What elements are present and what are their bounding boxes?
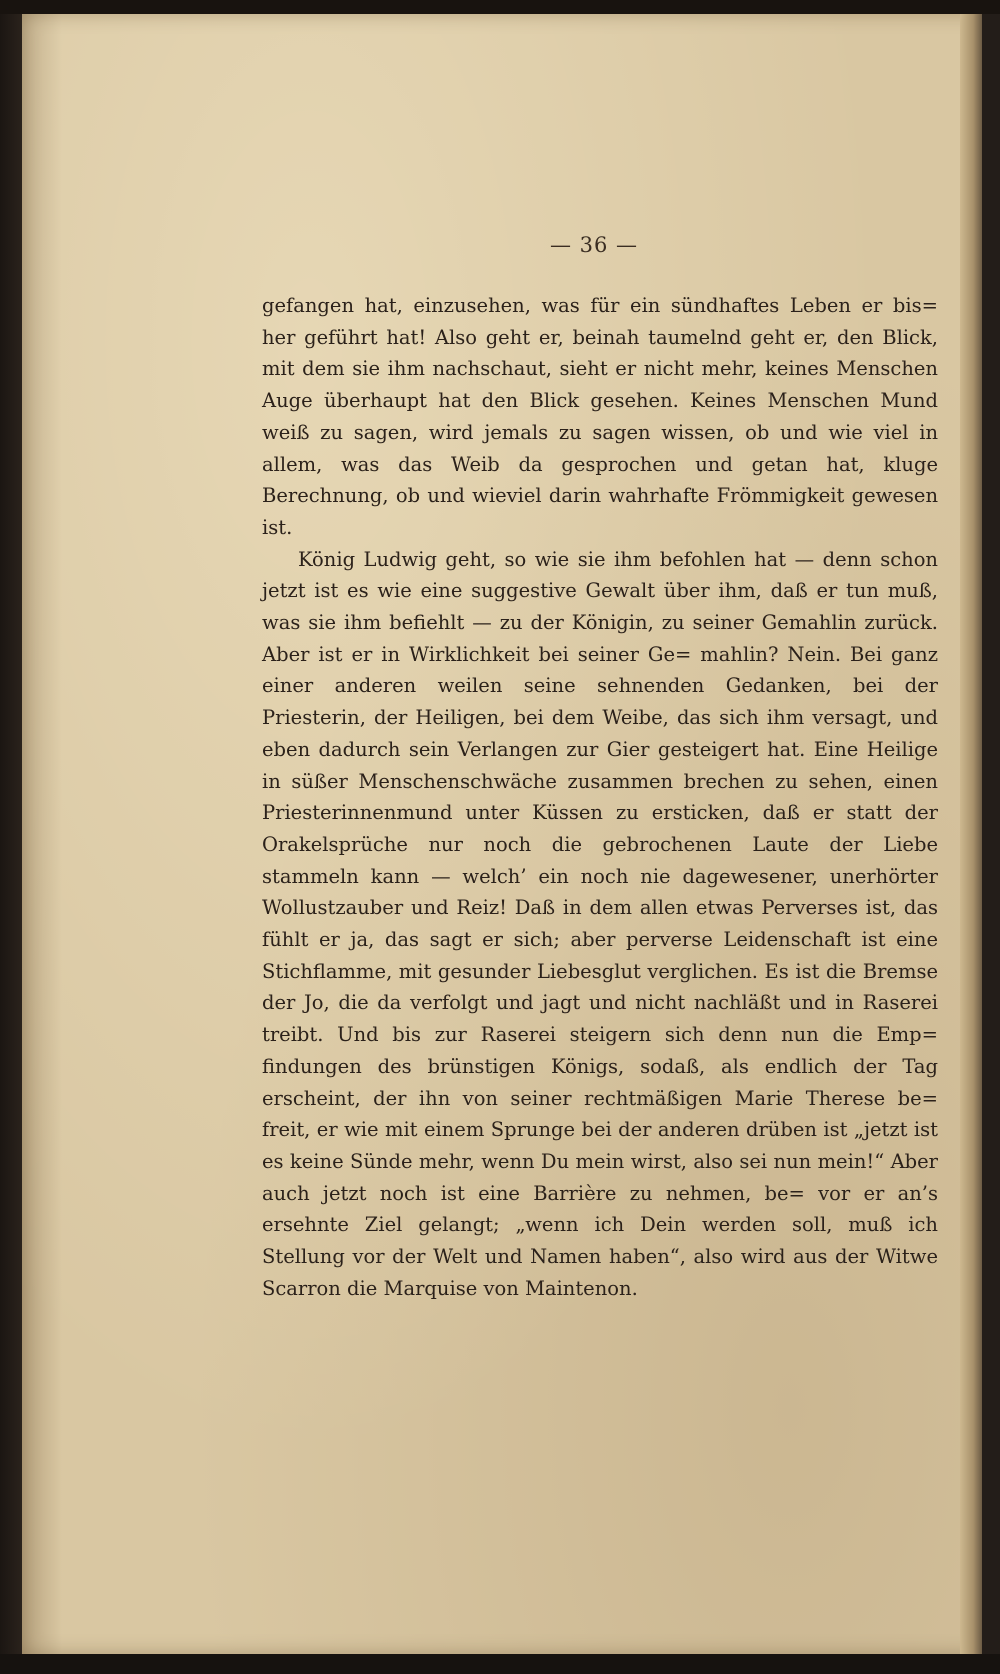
body-text: [262, 290, 938, 1305]
paragraph-1: gefangen hat, einzusehen, was für ein sündhaftes Leben er bis= her geführt hat! Also geht er, beinah taumelnd geht er, den Blick, mit dem sie ihm nachschaut, sieht er nicht mehr, keines Menschen Auge überhaupt hat den Blick gesehen. Keines Menschen Mund weiß zu sagen, wird jemals zu sagen wissen, ob und wie viel in allem, was das Weib da gesprochen und getan hat, kluge Berechnung, ob und wieviel darin wahrhafte Frömmigkeit gewesen ist.: [262, 294, 938, 539]
page-stack-edge: [960, 14, 982, 1654]
scan-bottom-edge: [0, 1654, 1000, 1674]
scan-top-edge: [0, 0, 1000, 14]
page-number: — 36 —: [549, 233, 639, 257]
paragraph-2: König Ludwig geht, so wie sie ihm befohlen hat — denn schon jetzt ist es wie eine suggestive Gewalt über ihm, daß er tun muß, was sie ihm befiehlt — zu der Königin, zu seiner Gemahlin zurück. Aber ist er in Wirklichkeit bei seiner Ge= mahlin? Nein. Bei ganz einer anderen weilen seine sehnenden Gedanken, bei der Priesterin, der Heiligen, bei dem Weibe, das sich ihm versagt, und eben dadurch sein Verlangen zur Gier gesteigert hat. Eine Heilige in süßer Menschenschwäche zusammen brechen zu sehen, einen Priesterinnenmund unter Küssen zu ersticken, daß er statt der Orakelsprüche nur noch die gebrochenen Laute der Liebe stammeln kann — welch’ ein noch nie dagewesener, unerhörter Wollustzauber und Reiz! Daß in dem allen etwas Perverses ist, das fühlt er ja, das sagt er sich; aber perverse Leidenschaft ist eine Stichflamme, mit gesunder Liebesglut verglichen. Es ist die Bremse der Jo, die da verfolgt und jagt und nicht nachläßt und in Raserei treibt. Und bis zur Raserei steigern sich denn nun die Emp= findungen des brünstigen Königs, sodaß, als endlich der Tag erscheint, der ihn von seiner rechtmäßigen Marie Therese be= freit, er wie mit einem Sprunge bei der anderen drüben ist „jetzt ist es keine Sünde mehr, wenn Du mein wirst, also sei nun mein!“ Aber auch jetzt noch ist eine Barrière zu nehmen, be= vor er an’s ersehnte Ziel gelangt; „wenn ich Dein werden soll, muß ich Stellung vor der Welt und Namen haben“, also wird aus der Witwe Scarron die Marquise von Maintenon.: [262, 547, 938, 1300]
book-spine-edge: [0, 14, 22, 1674]
